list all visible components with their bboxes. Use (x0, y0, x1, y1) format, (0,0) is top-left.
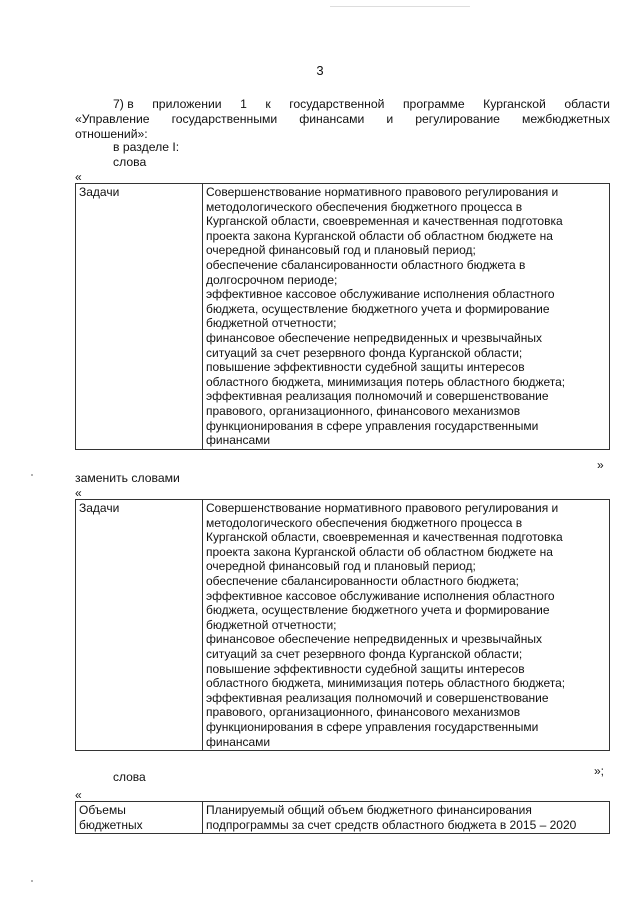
word: государственными (171, 112, 278, 126)
word: области (564, 97, 610, 111)
text-line: областного бюджета, минимизация потерь областного бюджета; (206, 374, 566, 389)
text-line: функционирования в сфере управления государственными (206, 418, 539, 433)
tasks-text (203, 500, 610, 751)
text-line: повышение эффективности судебной защиты интересов (206, 661, 525, 676)
intro-line-1 (75, 97, 610, 112)
text-line: Планируемый общий объем бюджетного финансирования (206, 803, 532, 817)
word: регулирование (415, 112, 500, 126)
close-quote-semicolon: »; (594, 764, 605, 778)
text-line: очередной финансовый год и плановый период; (206, 243, 476, 258)
row-label: Задачи (76, 500, 203, 751)
row-label: Задачи (76, 184, 203, 450)
budget-text (203, 802, 610, 834)
text-line: обеспечение сбалансированности областного бюджета; (206, 573, 520, 588)
text-line: ситуаций за счет резервного фонда Курганской области; (206, 646, 523, 661)
old-tasks-table (75, 183, 610, 450)
new-tasks-table (75, 499, 610, 751)
open-quote-1: « (75, 170, 82, 184)
text-line: ситуаций за счет резервного фонда Курганской области; (206, 345, 523, 360)
text-line: бюджетной отчетности; (206, 316, 337, 331)
word: финансами (299, 112, 365, 126)
text-line: финансами (206, 734, 271, 749)
text-line: Курганской области, своевременная и качественная подготовка (206, 214, 563, 229)
text-line: финансовое обеспечение непредвиденных и чрезвычайных (206, 632, 542, 647)
row-label (76, 802, 203, 834)
word: 7) в (113, 97, 134, 111)
text-line: Совершенствование нормативного правового регулирования и (206, 185, 559, 199)
word: приложении (152, 97, 222, 111)
table-row (76, 500, 610, 751)
scan-artifact-dot (31, 474, 33, 476)
word: межбюджетных (522, 112, 610, 126)
tasks-text (203, 184, 610, 450)
table-row (76, 184, 610, 450)
text-line: бюджета, осуществление бюджетного учета и формирование (206, 301, 550, 316)
open-quote-3: « (75, 788, 82, 802)
word: 1 (240, 97, 247, 111)
section-reference: в разделе I: (113, 140, 180, 154)
word: Курганской (483, 97, 546, 111)
text-line: правового, организационного, финансового механизмов (206, 705, 521, 720)
text-line: подпрограммы за счет средств областного бюджета в 2015 – 2020 (206, 817, 577, 832)
scan-artifact-line (330, 6, 470, 7)
word: программе (402, 97, 465, 111)
text-line: функционирования в сфере управления государственными (206, 719, 539, 734)
word: и (386, 112, 394, 126)
page-number: 3 (316, 63, 324, 78)
close-quote-1: » (597, 458, 604, 472)
intro-line-2 (75, 112, 610, 127)
text-line: методологического обеспечения бюджетного процесса в (206, 515, 523, 530)
open-quote-2: « (75, 486, 82, 500)
text-line: проекта закона Курганской области об областном бюджете на (206, 544, 553, 559)
intro-line-3: отношений»: (75, 127, 148, 141)
word: государственной (289, 97, 385, 111)
text-line: финансами (206, 433, 271, 448)
words-label-2: слова (113, 770, 146, 784)
text-line: обеспечение сбалансированности областного бюджета в (206, 257, 526, 272)
words-label-1: слова (113, 155, 147, 169)
text-line: областного бюджета, минимизация потерь областного бюджета; (206, 676, 566, 691)
text-line: долгосрочном периоде; (206, 272, 338, 287)
text-line: бюджетной отчетности; (206, 617, 337, 632)
text-line: эффективная реализация полномочий и совершенствование (206, 389, 549, 404)
text-line: бюджета, осуществление бюджетного учета и формирование (206, 603, 550, 618)
text-line: Курганской области, своевременная и качественная подготовка (206, 530, 563, 545)
text-line: финансовое обеспечение непредвиденных и чрезвычайных (206, 330, 542, 345)
word: «Управление (75, 112, 150, 126)
text-line: эффективное кассовое обслуживание исполнения областного (206, 287, 555, 302)
text-line: бюджетных (79, 817, 143, 832)
table-row (76, 802, 610, 834)
text-line: очередной финансовый год и плановый период; (206, 559, 476, 574)
text-line: повышение эффективности судебной защиты интересов (206, 360, 525, 375)
text-line: эффективная реализация полномочий и совершенствование (206, 690, 549, 705)
text-line: эффективное кассовое обслуживание исполнения областного (206, 588, 555, 603)
budget-volume-table (75, 801, 610, 834)
intro-paragraph (75, 97, 610, 142)
replace-label: заменить словами (75, 471, 180, 485)
text-line: правового, организационного, финансового механизмов (206, 403, 521, 418)
word: к (265, 97, 271, 111)
scan-artifact-dot (31, 880, 33, 882)
text-line: Объемы (79, 803, 126, 817)
text-line: Совершенствование нормативного правового регулирования и (206, 501, 559, 515)
text-line: проекта закона Курганской области об областном бюджете на (206, 228, 553, 243)
text-line: методологического обеспечения бюджетного процесса в (206, 199, 523, 214)
